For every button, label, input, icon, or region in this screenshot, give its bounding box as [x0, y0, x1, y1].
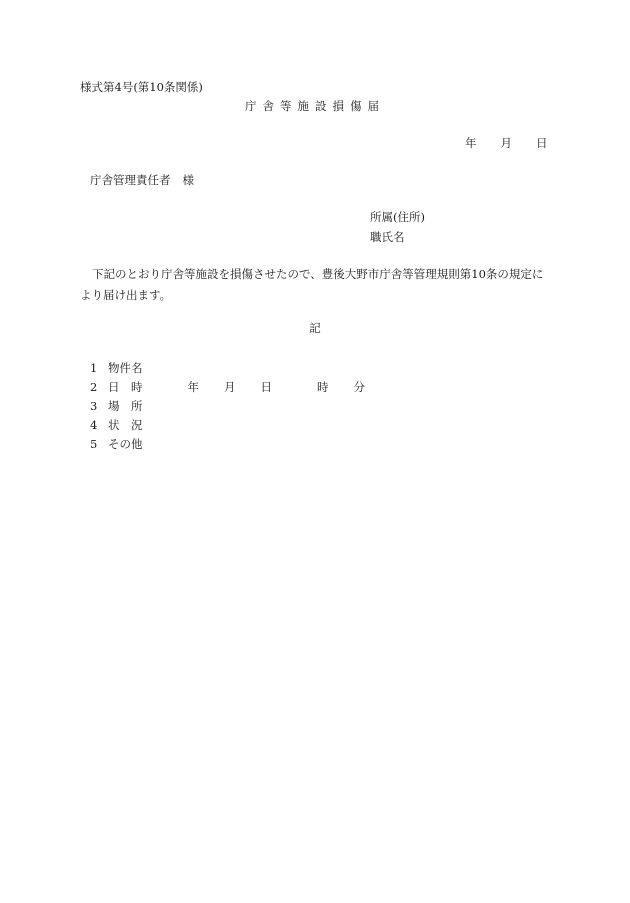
form-number: 様式第4号(第10条関係) [80, 80, 203, 94]
datetime-minute-label: 分 [353, 380, 365, 394]
date-month-label: 月 [500, 136, 512, 150]
item-other [90, 436, 143, 452]
datetime-day-label: 日 [260, 380, 272, 394]
addressee-recipient: 庁舎管理責任者 [90, 173, 171, 187]
item-number: 1 [90, 361, 98, 375]
item-label: 状 況 [108, 418, 143, 432]
date-day-label: 日 [536, 136, 548, 150]
datetime-month-label: 月 [224, 380, 236, 394]
item-number: 4 [90, 418, 98, 432]
item-situation [90, 417, 143, 433]
ki-heading: 記 [309, 321, 321, 335]
item-number: 2 [90, 380, 98, 394]
date-year-label: 年 [465, 136, 477, 150]
name-label: 職氏名 [370, 230, 405, 244]
item-label: 物件名 [108, 361, 143, 375]
item-label: 日 時 [108, 380, 143, 394]
item-label: その他 [108, 437, 143, 451]
document-title: 庁舎等施設損傷届 [245, 99, 385, 113]
item-datetime [90, 379, 365, 395]
date-line [465, 135, 548, 151]
datetime-year-label: 年 [187, 380, 199, 394]
datetime-hour-label: 時 [317, 380, 329, 394]
affiliation-label: 所属(住所) [370, 210, 425, 224]
addressee [90, 172, 194, 188]
item-property-name [90, 360, 143, 376]
addressee-honorific: 様 [182, 173, 194, 187]
body-text: 下記のとおり庁舎等施設を損傷させたので、豊後大野市庁舎等管理規則第10条の規定により届け出ます。 [80, 267, 544, 302]
item-number: 5 [90, 437, 98, 451]
item-number: 3 [90, 399, 98, 413]
item-location [90, 398, 143, 414]
item-label: 場 所 [108, 399, 143, 413]
